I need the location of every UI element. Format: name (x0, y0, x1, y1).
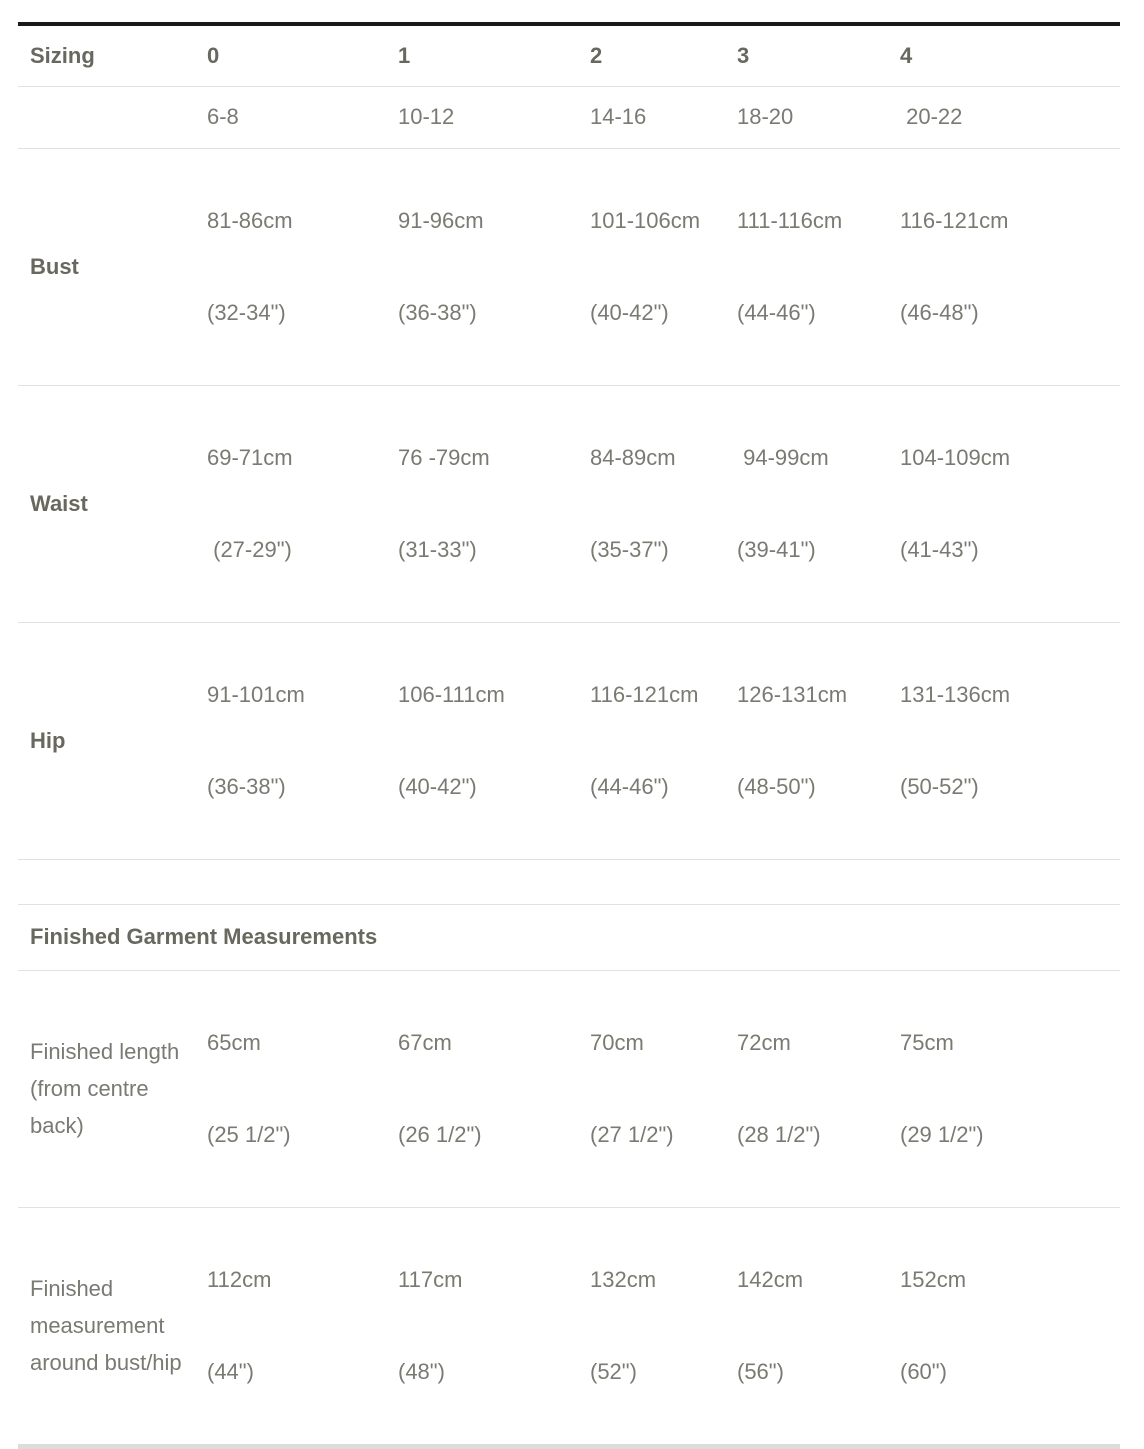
measurement-inches: (35-37") (590, 536, 669, 562)
uk-size-4: 20-22 (888, 86, 1120, 148)
spacer-row (18, 859, 1120, 904)
finished-length-size-3 (725, 970, 888, 1207)
measurement-cm: 152cm (900, 1266, 967, 1292)
measurement-inches: (48-50") (737, 773, 816, 799)
bust-size-0 (195, 148, 386, 385)
hip-size-1 (386, 622, 578, 859)
measurement-cm: 117cm (398, 1266, 463, 1292)
size-1-header: 1 (386, 24, 578, 86)
measurement-cm: 104-109cm (900, 444, 1011, 470)
measurement-cm: 131-136cm (900, 681, 1011, 707)
finished-length-size-2 (578, 970, 725, 1207)
spacer-cell (18, 859, 1120, 904)
finished-measurement-size-0 (195, 1207, 386, 1446)
measurement-inches: (27 1/2") (590, 1121, 674, 1147)
measurement-inches: (48") (398, 1358, 445, 1384)
measurement-cm: 101-106cm (590, 207, 701, 233)
measurement-cm: 70cm (590, 1029, 644, 1055)
measurement-inches: (52") (590, 1358, 637, 1384)
measurement-inches: (31-33") (398, 536, 477, 562)
bust-row (18, 148, 1120, 385)
hip-size-0 (195, 622, 386, 859)
measurement-inches: (29 1/2") (900, 1121, 984, 1147)
measurement-inches: (44") (207, 1358, 254, 1384)
bust-size-4 (888, 148, 1120, 385)
hip-row-label: Hip (18, 622, 195, 859)
measurement-inches: (44-46") (737, 299, 816, 325)
size-4-header: 4 (888, 24, 1120, 86)
finished-measurement-size-1 (386, 1207, 578, 1446)
finished-length-row (18, 970, 1120, 1207)
measurement-inches: (27-29") (207, 536, 292, 562)
measurement-cm: 67cm (398, 1029, 452, 1055)
measurement-cm: 112cm (207, 1266, 272, 1292)
uk-size-0: 6-8 (195, 86, 386, 148)
finished-measurement-size-3 (725, 1207, 888, 1446)
bust-size-3 (725, 148, 888, 385)
measurement-cm: 126-131cm (737, 681, 848, 707)
measurement-inches: (40-42") (398, 773, 477, 799)
measurement-cm: 65cm (207, 1029, 261, 1055)
finished-measurement-row (18, 1207, 1120, 1446)
finished-measurement-size-4 (888, 1207, 1120, 1446)
measurement-cm: 81-86cm (207, 207, 293, 233)
measurement-inches: (50-52") (900, 773, 979, 799)
header-row (18, 24, 1120, 86)
waist-size-4 (888, 385, 1120, 622)
bust-size-2 (578, 148, 725, 385)
measurement-inches: (41-43") (900, 536, 979, 562)
section-header-row (18, 904, 1120, 970)
measurement-cm: 76 -79cm (398, 444, 490, 470)
finished-length-row-label: Finished length (from centre back) (18, 970, 195, 1207)
uk-size-row (18, 86, 1120, 148)
measurement-cm: 116-121cm (900, 207, 1009, 233)
measurement-cm: 94-99cm (737, 444, 829, 470)
section-header: Finished Garment Measurements (18, 904, 1120, 970)
bust-row-label: Bust (18, 148, 195, 385)
measurement-inches: (36-38") (207, 773, 286, 799)
measurement-inches: (26 1/2") (398, 1121, 482, 1147)
measurement-inches: (28 1/2") (737, 1121, 821, 1147)
measurement-cm: 132cm (590, 1266, 657, 1292)
size-chart-table (18, 22, 1120, 1449)
measurement-inches: (39-41") (737, 536, 816, 562)
measurement-inches: (46-48") (900, 299, 979, 325)
hip-size-3 (725, 622, 888, 859)
finished-measurement-row-label: Finished measurement around bust/hip (30, 1276, 182, 1375)
hip-row (18, 622, 1120, 859)
measurement-inches: (32-34") (207, 299, 286, 325)
waist-row-label: Waist (18, 385, 195, 622)
uk-size-3: 18-20 (725, 86, 888, 148)
hip-size-2 (578, 622, 725, 859)
waist-row (18, 385, 1120, 622)
size-0-header: 0 (195, 24, 386, 86)
measurement-cm: 91-96cm (398, 207, 484, 233)
measurement-cm: 142cm (737, 1266, 804, 1292)
measurement-inches: (40-42") (590, 299, 669, 325)
uk-size-row-label (18, 86, 195, 148)
measurement-inches: (44-46") (590, 773, 669, 799)
uk-size-2: 14-16 (578, 86, 725, 148)
measurement-cm: 84-89cm (590, 444, 676, 470)
measurement-inches: (56") (737, 1358, 784, 1384)
bust-size-1 (386, 148, 578, 385)
measurement-cm: 116-121cm (590, 681, 699, 707)
measurement-inches: (60") (900, 1358, 947, 1384)
size-3-header: 3 (725, 24, 888, 86)
measurement-cm: 106-111cm (398, 681, 505, 707)
waist-size-2 (578, 385, 725, 622)
uk-size-1: 10-12 (386, 86, 578, 148)
finished-length-size-4 (888, 970, 1120, 1207)
measurement-cm: 111-116cm (737, 207, 843, 233)
finished-length-size-0 (195, 970, 386, 1207)
waist-size-3 (725, 385, 888, 622)
hip-size-4 (888, 622, 1120, 859)
measurement-cm: 69-71cm (207, 444, 293, 470)
measurement-cm: 72cm (737, 1029, 791, 1055)
measurement-cm: 75cm (900, 1029, 954, 1055)
waist-size-0 (195, 385, 386, 622)
measurement-inches: (25 1/2") (207, 1121, 291, 1147)
finished-length-size-1 (386, 970, 578, 1207)
measurement-cm: 91-101cm (207, 681, 305, 707)
waist-size-1 (386, 385, 578, 622)
measurement-inches: (36-38") (398, 299, 477, 325)
size-chart (18, 22, 1120, 1449)
size-2-header: 2 (578, 24, 725, 86)
finished-measurement-size-2 (578, 1207, 725, 1446)
sizing-column-header: Sizing (18, 24, 195, 86)
